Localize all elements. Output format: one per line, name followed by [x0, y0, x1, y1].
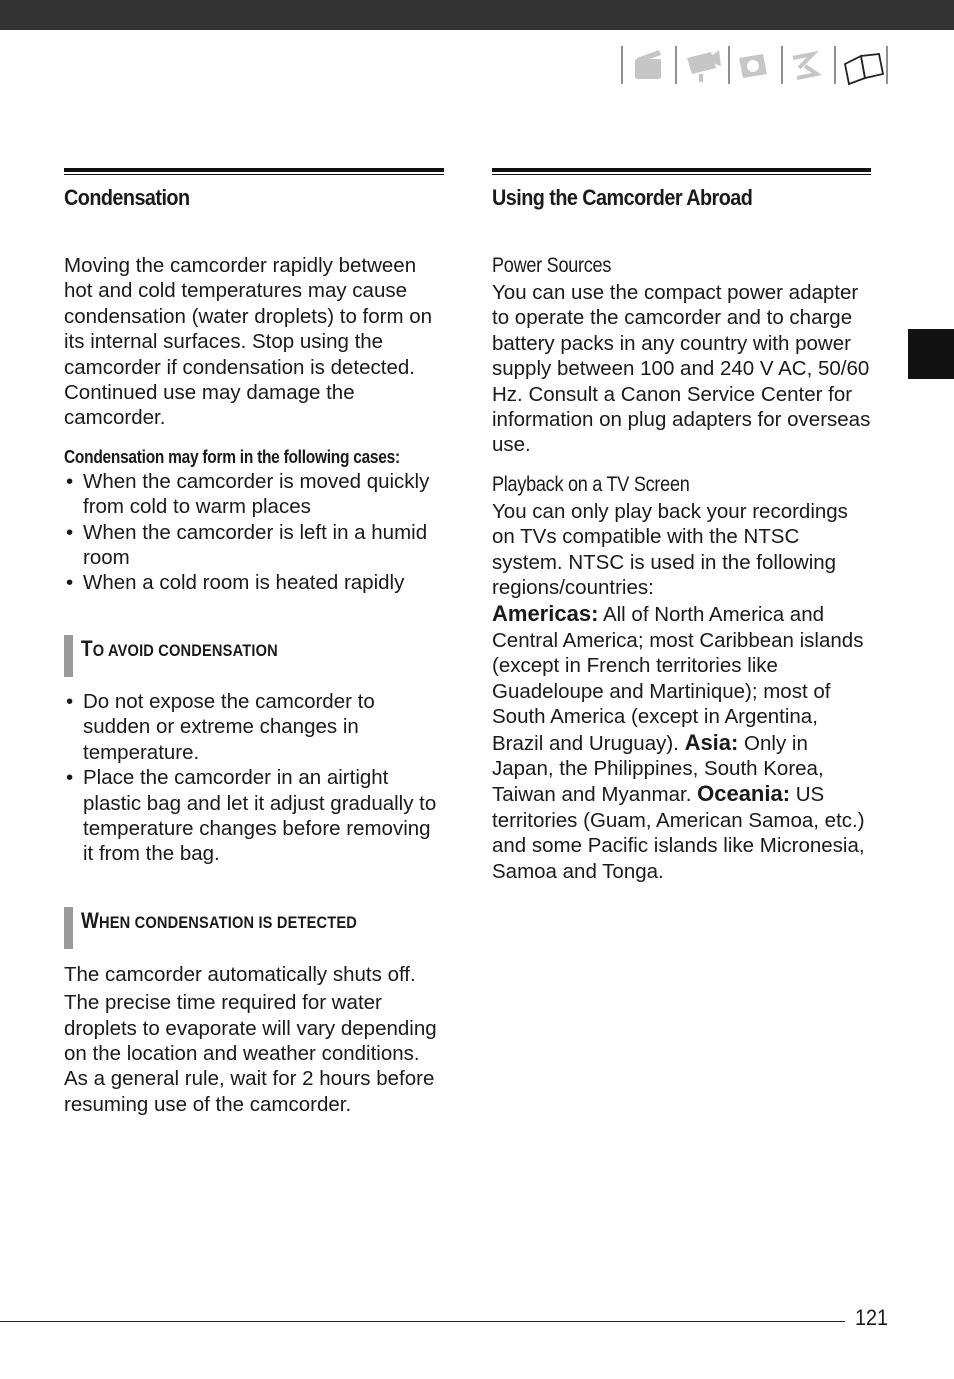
section-tab [908, 329, 954, 379]
americas-text: All of North America and Central America; most Caribbean islands (except in French territories like Guadeloupe and Martinique); most of South America (except in Argentina, Brazil and Uruguay). [492, 603, 864, 755]
condensation-intro: Moving the camcorder rapidly between hot and cold temperatures may cause condensation (water droplets) to form on its internal surfaces. Stop using the camcorder if condensation is detected. Continued use may damage the camcorder. [64, 254, 433, 430]
cases-heading: Condensation may form in the following cases: [64, 446, 400, 467]
list-item: • When the camcorder is moved quickly from cold to warm places [64, 469, 444, 520]
power-sources-heading: Power Sources [492, 254, 612, 277]
detected-text: The precise time required for water droplets to evaporate will vary depending on the location and weather conditions. As a general rule, wait for 2 hours before resuming use of the camcorder. [64, 991, 437, 1116]
list-item: • Place the camcorder in an airtight plastic bag and let it adjust gradually to temperature changes before removing it from the bag. [64, 765, 444, 867]
heading-initial: W [81, 907, 100, 933]
page-number: 121 [855, 1305, 889, 1330]
heading-initial: T [81, 635, 93, 661]
heading-rest: O AVOID CONDENSATION [92, 640, 278, 660]
heading-rule [492, 168, 871, 172]
power-sources-text: You can use the compact power adapter to operate the camcorder and to charge battery packs in any country with power supply between 100 and 240 V AC, 50/60 Hz. Consult a Canon Service Center for information on plug adapters for overseas use. [492, 281, 871, 457]
list-item: • When a cold room is heated rapidly [64, 570, 444, 595]
heading-rule-thin [64, 174, 444, 175]
heading-rest: HEN CONDENSATION IS DETECTED [99, 912, 358, 932]
heading-rule-thin [492, 174, 871, 175]
tv-playback-text: You can only play back your recordings on TVs compatible with the NTSC system. NTSC is used in the following regions/countries: [492, 499, 848, 600]
asia-label: Asia: [684, 729, 739, 755]
condensation-detected-heading [64, 907, 444, 949]
footer-rule [0, 1321, 845, 1322]
detected-line: The camcorder automatically shuts off. [64, 962, 416, 986]
oceania-label: Oceania: [697, 781, 791, 807]
regions-text [492, 601, 871, 883]
mode-icon-strip [621, 44, 889, 86]
list-item: • Do not expose the camcorder to sudden or extreme changes in temperature. [64, 689, 444, 765]
condensation-section [64, 168, 444, 1117]
list-item: • When the camcorder is left in a humid room [64, 520, 444, 571]
avoid-list [64, 689, 444, 867]
americas-label: Americas: [492, 601, 599, 627]
oceania-text: US territories (Guam, American Samoa, etc.) and some Pacific islands like Micronesia, Samoa and Tonga. [492, 783, 865, 883]
book-icon [845, 54, 883, 84]
abroad-title: Using the Camcorder Abroad [492, 185, 753, 210]
camcorder-icon [687, 50, 721, 82]
top-banner [0, 0, 954, 30]
asia-text: Only in Japan, the Philippines, South Korea, Taiwan and Myanmar. [492, 731, 824, 807]
heading-rule [64, 168, 444, 172]
photo-camera-icon [739, 54, 767, 78]
abroad-section [492, 168, 871, 884]
condensation-title: Condensation [64, 185, 190, 210]
heading-bar [64, 907, 73, 949]
movie-mode-icon [635, 50, 661, 79]
avoid-condensation-heading [64, 635, 444, 677]
transfer-icon [793, 54, 817, 78]
cases-list [64, 469, 444, 596]
tv-playback-heading: Playback on a TV Screen [492, 472, 690, 496]
heading-bar [64, 635, 73, 677]
